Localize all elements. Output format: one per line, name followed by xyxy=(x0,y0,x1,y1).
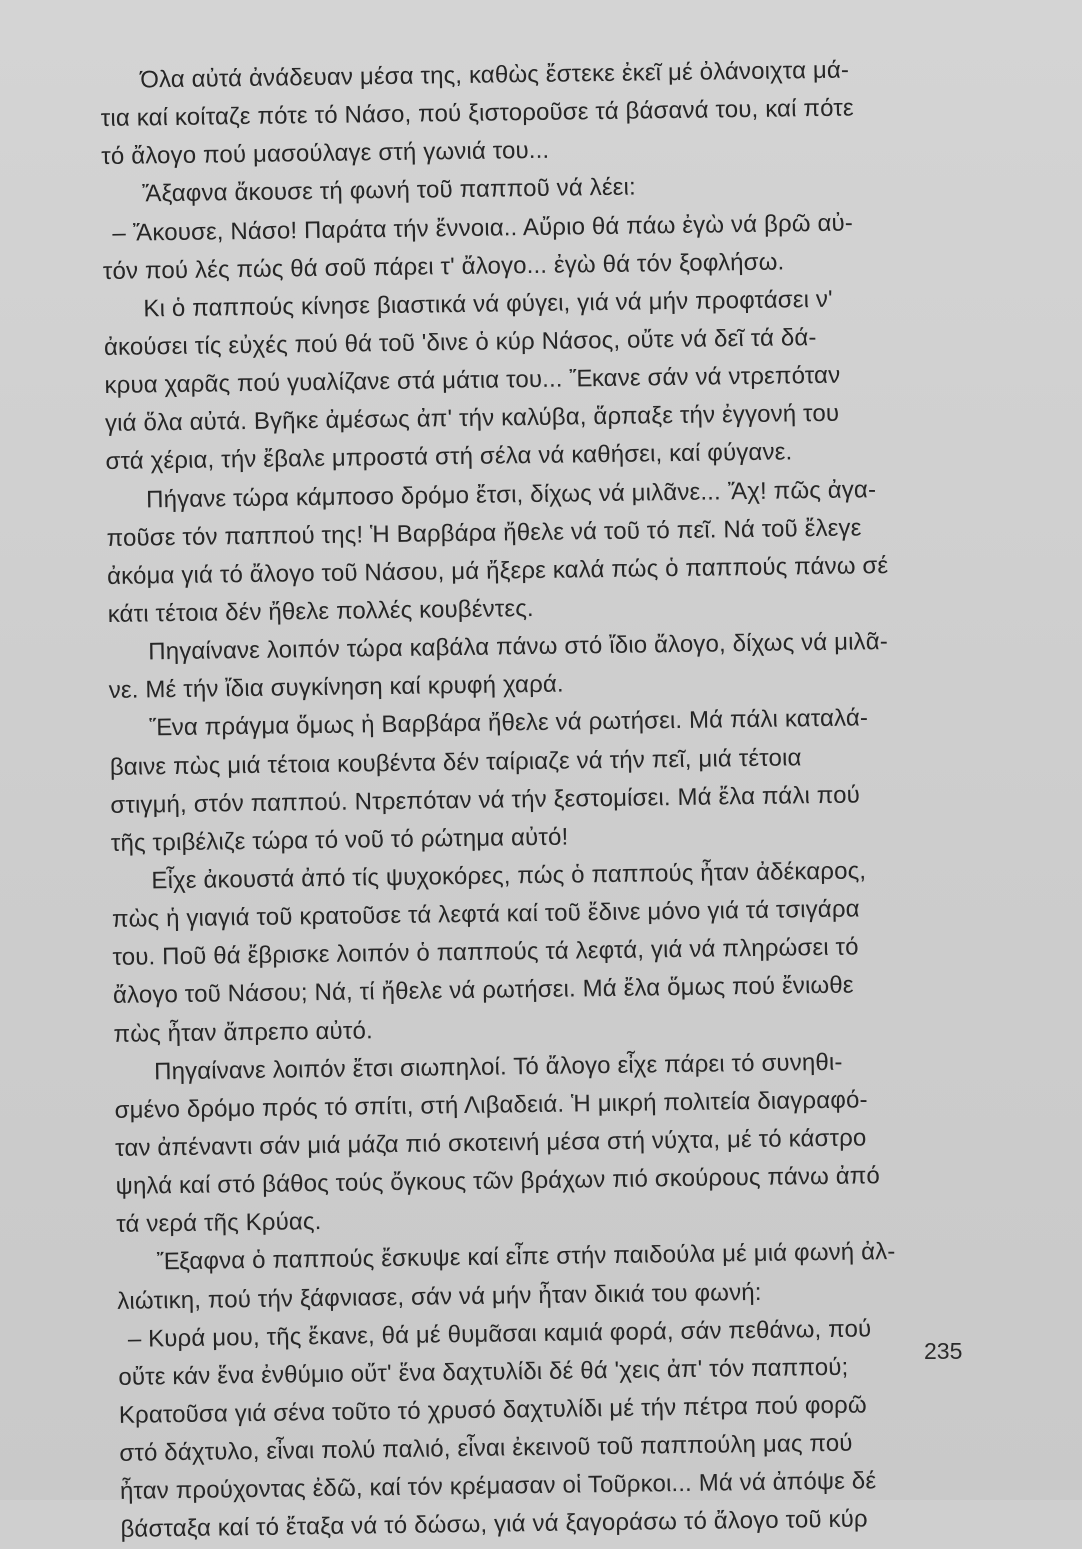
text-line: ἄλογο τοῦ Νάσου; Νά, τί ἤθελε νά ρωτήσει. Μά ἔλα ὅμως πού ἔνιωθε xyxy=(112,971,854,1010)
text-line: Εἶχε ἀκουστά ἀπό τίς ψυχοκόρες, πώς ὁ παππούς ἦταν ἀδέκαρος, xyxy=(151,857,867,895)
text-line: Ἕνα πράγμα ὅμως ἡ Βαρβάρα ἤθελε νά ρωτήσει. Μά πάλι καταλά- xyxy=(149,704,869,742)
text-line: τια καί κοίταζε πότε τό Νάσο, πού ξιστοροῦσε τά βάσανά του, καί πότε xyxy=(100,94,854,133)
text-line: τά νερά τῆς Κρύας. xyxy=(116,1208,322,1239)
text-line: ταν ἀπέναντι σάν μιά μάζα πιό σκοτεινή μέσα στή νύχτα, μέ τό κάστρο xyxy=(114,1124,867,1162)
text-line: τῆς τριβέλιζε τώρα τό νοῦ τό ρώτημα αὐτό! xyxy=(110,823,569,857)
text-line: Κρατοῦσα γιά σένα τοῦτο τό χρυσό δαχτυλίδι μέ τήν πέτρα πού φορῶ xyxy=(118,1391,867,1429)
text-line: τό ἄλογο πού μασούλαγε στή γωνιά του... xyxy=(101,137,550,171)
text-line: ἀκούσει τίς εὐχές πού θά τοῦ 'δινε ὁ κύρ Νάσος, οὔτε νά δεῖ τά δά- xyxy=(103,324,817,361)
text-line: τόν πού λές πώς θά σοῦ πάρει τ' ἄλογο... ἐγὼ θά τόν ξοφλήσω. xyxy=(102,248,785,285)
text-line: βαινε πὼς μιά τέτοια κουβέντα δέν ταίριαζε νά τήν πεῖ, μιά τέτοια xyxy=(109,743,802,781)
text-line: – Κυρά μου, τῆς ἔκανε, θά μέ θυμᾶσαι καμιά φορά, σάν πεθάνω, πού xyxy=(127,1314,872,1353)
text-line: στιγμή, στόν παππού. Ντρεπόταν νά τήν ξεστομίσει. Μά ἔλα πάλι πού xyxy=(110,781,861,819)
text-line: πὼς ἡ γιαγιά τοῦ κρατοῦσε τά λεφτά καί τοῦ ἔδινε μόνο γιά τά τσιγάρα xyxy=(111,895,860,934)
text-line: – Ἄκουσε, Νάσο! Παράτα τήν ἔννοια.. Αὔριο θά πάω ἐγὼ νά βρῶ αὐ- xyxy=(112,209,854,247)
page-number: 235 xyxy=(924,1338,963,1364)
text-line: κρυα χαρᾶς πού γυαλίζανε στά μάτια του... Ἔκανε σάν νά ντρεπόταν xyxy=(104,361,841,400)
body-text xyxy=(100,50,991,1549)
text-line: γιά ὅλα αὐτά. Βγῆκε ἀμέσως ἀπ' τήν καλύβα, ἅρπαξε τήν ἐγγονή του xyxy=(104,399,840,438)
text-line: ποῦσε τόν παππού της! Ἡ Βαρβάρα ἤθελε νά τοῦ τό πεῖ. Νά τοῦ ἔλεγε xyxy=(106,514,862,552)
text-line: οὔτε κάν ἕνα ἐνθύμιο οὔτ' ἕνα δαχτυλίδι δέ θά 'χεις ἀπ' τόν παππού; xyxy=(118,1353,849,1391)
text-line: Ἄξαφνα ἄκουσε τή φωνή τοῦ παπποῦ νά λέει: xyxy=(141,173,637,208)
text-line: Πήγανε τώρα κάμποσο δρόμο ἔτσι, δίχως νά μιλᾶνε... Ἄχ! πῶς ἀγα- xyxy=(145,475,877,513)
text-line: ἀκόμα γιά τό ἄλογο τοῦ Νάσου, μά ἤξερε καλά πώς ὁ παππούς πάνω σέ xyxy=(106,551,889,590)
text-line: λιώτικη, πού τήν ξάφνιασε, σάν νά μήν ἦταν δικιά του φωνή: xyxy=(117,1278,762,1315)
text-line: Όλα αὐτά ἀνάδευαν μέσα της, καθὼς ἔστεκε ἐκεῖ μέ ὀλάνοιχτα μά- xyxy=(140,56,850,94)
text-line: βάσταξα καί τό ἔταξα νά τό δώσω, γιά νά ξαγοράσω τό ἄλογο τοῦ κύρ xyxy=(120,1505,868,1544)
text-line: πὼς ἦταν ἄπρεπο αὐτό. xyxy=(113,1016,373,1048)
text-line: Ἔξαφνα ὁ παππούς ἔσκυψε καί εἶπε στήν παιδούλα μέ μιά φωνή ἀλ- xyxy=(156,1238,896,1276)
text-line: στό δάχτυλο, εἶναι πολύ παλιό, εἶναι ἐκεινοῦ τοῦ παππούλη μας πού xyxy=(119,1429,853,1467)
text-line: κάτι τέτοια δέν ἤθελε πολλές κουβέντες. xyxy=(107,594,534,628)
text-line: Κι ὁ παππούς κίνησε βιαστικά νά φύγει, γιά νά μήν προφτάσει ν' xyxy=(143,285,833,323)
text-line: ψηλά καί στό βάθος τούς ὄγκους τῶν βράχων πιό σκούρους πάνω ἀπό xyxy=(115,1162,881,1200)
text-line: νε. Μέ τήν ἴδια συγκίνηση καί κρυφή χαρά. xyxy=(108,670,564,705)
text-line: Πηγαίνανε λοιπόν ἔτσι σιωπηλοί. Τό ἄλογο εἶχε πάρει τό συνηθι- xyxy=(153,1048,843,1085)
text-line: ἦταν προύχοντας ἐδῶ, καί τόν κρέμασαν οἱ Τοῦρκοι... Μά νά ἀπόψε δέ xyxy=(119,1467,877,1506)
text-line: στά χέρια, τήν ἔβαλε μπροστά στή σέλα νά καθήσει, καί φύγανε. xyxy=(105,438,793,476)
text-line: σμένο δρόμο πρός τό σπίτι, στή Λιβαδειά. Ἡ μικρή πολιτεία διαγραφό- xyxy=(114,1086,868,1124)
text-line: του. Ποῦ θά ἔβρισκε λοιπόν ὁ παππούς τά λεφτά, γιά νά πληρώσει τό xyxy=(112,933,859,972)
text-line: Πηγαίνανε λοιπόν τώρα καβάλα πάνω στό ἴδιο ἄλογο, δίχως νά μιλᾶ- xyxy=(148,628,889,666)
